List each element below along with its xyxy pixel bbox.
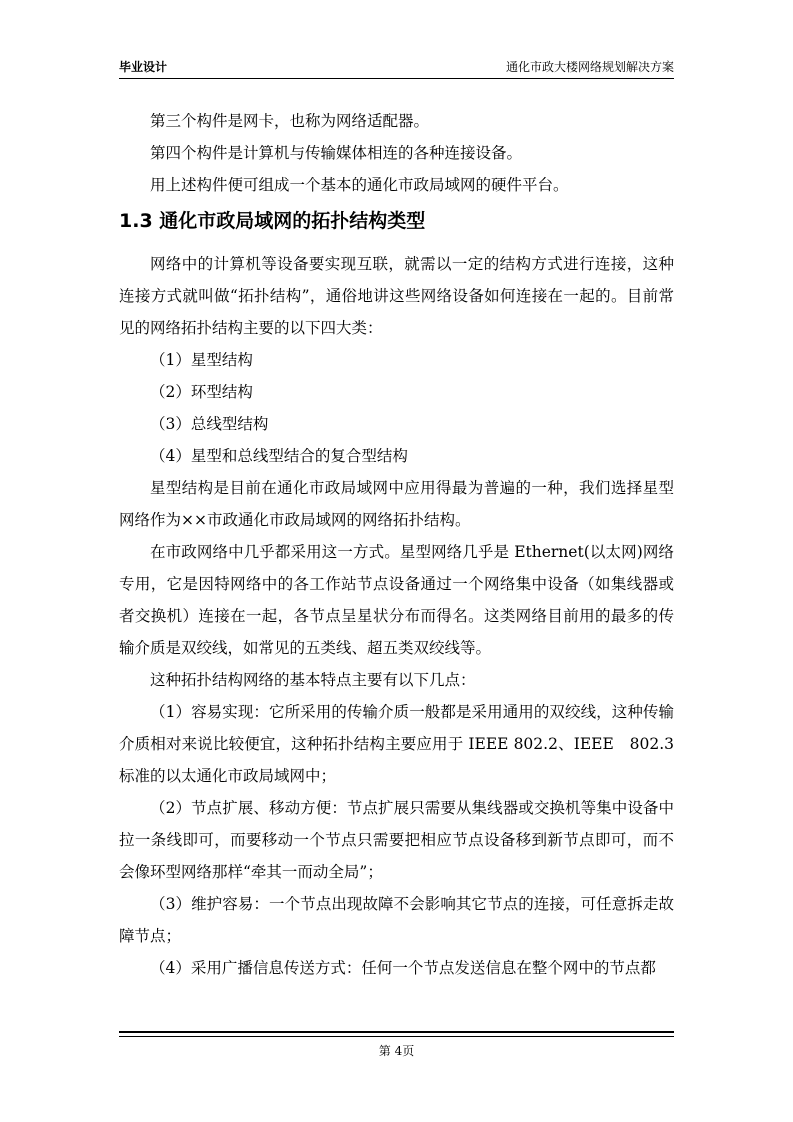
footer-rule-thick [119,1031,674,1033]
paragraph-9: （2）节点扩展、移动方便：节点扩展只需要从集线器或交换机等集中设备中拉一条线即可，而要移动一个节点只需要把相应节点设备移到新节点即可，而不会像环型网络那样“牵其一而动全局”； [119,799,674,881]
paragraph-7: 这种拓扑结构网络的基本特点主要有以下几点： [150,671,476,689]
footer-rule-thin [119,1036,674,1037]
page-header [119,56,674,76]
document-body [119,105,674,984]
list-item-1: （1）星型结构 [150,351,253,369]
paragraph-6: 在市政网络中几乎都采用这一方式。星型网络几乎是 Ethernet(以太网)网络专用，它是因特网络中的各工作站节点设备通过一个网络集中设备（如集线器或者交换机）连接在一起，各节点呈星状分布而得名。这类网络目前用的最多的传输介质是双绞线，如常见的五类线、超五类双绞线等。 [119,543,674,657]
list-item-3: （3）总线型结构 [150,415,269,433]
paragraph-1: 第三个构件是网卡，也称为网络适配器。 [150,112,430,130]
header-left-title: 毕业设计 [119,60,168,74]
paragraph-2: 第四个构件是计算机与传输媒体相连的各种连接设备。 [150,144,523,162]
header-rule [119,78,674,79]
paragraph-5: 星型结构是目前在通化市政局域网中应用得最为普遍的一种，我们选择星型网络作为××市政通化市政局域网的网络拓扑结构。 [119,479,674,529]
list-item-4: （4）星型和总线型结合的复合型结构 [150,447,408,465]
paragraph-4: 网络中的计算机等设备要实现互联，就需以一定的结构方式进行连接，这种连接方式就叫做“拓扑结构”，通俗地讲这些网络设备如何连接在一起的。目前常见的网络拓扑结构主要的以下四大类： [119,255,674,337]
page-number: 第 4页 [378,1044,415,1058]
header-right-title: 通化市政大楼网络规划解决方案 [505,60,674,74]
section-heading: 1.3 通化市政局域网的拓扑结构类型 [119,210,426,232]
list-item-2: （2）环型结构 [150,383,253,401]
paragraph-10: （3）维护容易：一个节点出现故障不会影响其它节点的连接，可任意拆走故障节点； [119,895,674,945]
paragraph-3: 用上述构件便可组成一个基本的通化市政局域网的硬件平台。 [150,176,569,194]
paragraph-8: （1）容易实现：它所采用的传输介质一般都是采用通用的双绞线，这种传输介质相对来说比较便宜，这种拓扑结构主要应用于 IEEE 802.2、IEEE 802.3 标准的以太通化市政局域网中； [119,703,674,785]
paragraph-11: （4）采用广播信息传送方式：任何一个节点发送信息在整个网中的节点都 [150,959,656,977]
